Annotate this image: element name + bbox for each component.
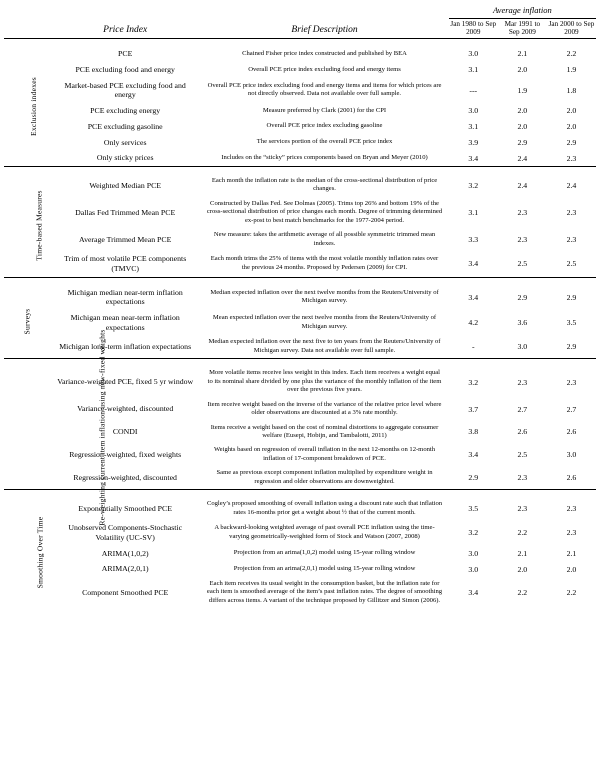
inflation-value-3: 2.6 — [566, 473, 577, 483]
inflation-value-1: 3.7 — [468, 404, 479, 414]
inflation-value-2: 2.9 — [517, 292, 528, 302]
column-header-row — [4, 19, 596, 39]
group-label — [4, 174, 50, 277]
inflation-value-1: 4.2 — [468, 318, 479, 328]
price-index-description: Weights based on regression of overall inflation in the next 12-months on 12-month inflation of 17-component breakdown of PCE. — [213, 446, 436, 462]
spacer-cell — [498, 167, 547, 175]
inflation-value-1: 3.1 — [468, 208, 479, 218]
inflation-value-1: 3.0 — [468, 106, 479, 116]
spacer-cell — [449, 167, 498, 175]
period-1-header: Jan 1980 to Sep 2009 — [449, 19, 498, 39]
table-row — [4, 520, 596, 545]
inflation-value-2: 2.1 — [517, 49, 528, 59]
inflation-value-2: 2.0 — [517, 106, 528, 116]
inflation-value-2: 2.3 — [517, 504, 528, 514]
spacer-cell — [547, 359, 596, 367]
spacer-cell — [200, 39, 448, 47]
price-index-name: PCE excluding energy — [90, 106, 161, 116]
table-row — [4, 561, 596, 577]
table-row — [4, 119, 596, 135]
price-index-description: Overall PCE price index excluding gasoline — [266, 122, 383, 130]
inflation-value-2: 2.0 — [517, 122, 528, 132]
table-row — [4, 150, 596, 166]
price-index-description: Chained Fisher price index constructed and published by BEA — [242, 49, 407, 57]
inflation-value-3: 3.0 — [566, 450, 577, 460]
inflation-value-2: 2.0 — [517, 564, 528, 574]
price-index-name: Michigan long-term inflation expectations — [59, 342, 192, 352]
group-label — [4, 497, 50, 608]
spacer-cell — [50, 277, 200, 285]
inflation-value-1: 3.4 — [468, 153, 479, 163]
group-label-text: Surveys — [22, 308, 32, 335]
inflation-value-1: 3.5 — [468, 504, 479, 514]
price-index-description: Items receive a weight based on the cost of nominal distortions to aggregate consumer welfare (Eusepi, Hobijn, and Tambalotti, 2011) — [210, 423, 439, 439]
spacer-cell — [4, 277, 50, 285]
inflation-value-1: 3.1 — [468, 122, 479, 132]
spacer-cell — [4, 39, 50, 47]
price-index-description: Projection from an arima(2,0,1) model using 15-year rolling window — [233, 564, 416, 572]
table-row — [4, 285, 596, 310]
period-2-header: Mar 1991 to Sep 2009 — [498, 19, 547, 39]
inflation-value-2: 2.9 — [517, 137, 528, 147]
price-index-description: Constructed by Dallas Fed. See Dolmas (2005). Trims top 26% and bottom 19% of the cross-sectional distribution of price changes each month. Degree of trimming determined ex-post to best match benchmarks for the 1977-2004 period. — [206, 199, 443, 224]
spacer-cell — [4, 359, 50, 367]
spacer-cell — [200, 167, 448, 175]
price-index-name: Regression-weighted, discounted — [73, 472, 177, 482]
spacer-cell — [4, 167, 50, 175]
table-row — [4, 335, 596, 358]
price-index-name: Weighted Median PCE — [89, 180, 162, 190]
price-index-name: Only services — [103, 137, 147, 147]
inflation-value-1: 3.2 — [468, 180, 479, 190]
inflation-value-2: 2.4 — [517, 180, 528, 190]
group-label-text: Exclusion indexes — [28, 76, 38, 136]
price-index-description: Measure preferred by Clark (2001) for the CPI — [262, 106, 387, 114]
price-index-name: Trim of most volatile PCE components (TMVC) — [64, 254, 187, 273]
inflation-value-3: 2.2 — [566, 588, 577, 598]
empty-cell — [50, 4, 200, 16]
price-index-name: Variance-weighted, discounted — [77, 404, 174, 414]
inflation-value-3: 2.3 — [566, 153, 577, 163]
inflation-value-3: 2.3 — [566, 377, 577, 387]
inflation-value-1: - — [471, 342, 475, 352]
spacer-cell — [200, 277, 448, 285]
inflation-value-3: 2.2 — [566, 49, 577, 59]
table-row — [4, 174, 596, 197]
spacer-cell — [498, 277, 547, 285]
price-index-name: CONDI — [112, 427, 138, 437]
price-index-name: Dallas Fed Trimmed Mean PCE — [75, 207, 176, 217]
table-row — [4, 62, 596, 78]
inflation-value-3: 2.0 — [566, 122, 577, 132]
price-index-description: Each month trims the 25% of items with the most volatile monthly inflation rates over the previous 24 months. Proposed by Pedersen (2009) for CPI. — [210, 255, 439, 271]
table-header — [4, 4, 596, 39]
inflation-value-3: 2.0 — [566, 106, 577, 116]
price-index-description: The services portion of the overall PCE price index — [256, 138, 393, 146]
price-index-name: Michigan median near-term inflation expectations — [67, 287, 183, 307]
empty-header — [4, 19, 50, 39]
spacer-cell — [4, 490, 50, 498]
price-index-description: A backward-looking weighted average of past overall PCE inflation using the time-varying geometrically-weighted form of Stock and Watson (2007, 2008) — [214, 524, 435, 540]
inflation-value-2: 2.7 — [517, 404, 528, 414]
price-index-description: Cogley’s proposed smoothing of overall inflation using a discount rate such that inflation rates 16-months prior get a weight about ½ that of the current month. — [206, 500, 443, 516]
empty-cell — [200, 4, 448, 16]
spacer-cell — [449, 39, 498, 47]
spacer-cell — [547, 490, 596, 498]
price-index-name: PCE excluding gasoline — [87, 121, 163, 131]
spacer-cell — [449, 359, 498, 367]
band-spacer — [4, 277, 596, 285]
inflation-value-1: 3.0 — [468, 49, 479, 59]
group-label-text: Smoothing Over Time — [35, 516, 45, 589]
table-row — [4, 46, 596, 62]
inflation-value-1: 3.3 — [468, 235, 479, 245]
price-index-header: Price Index — [50, 19, 200, 39]
table-row — [4, 466, 596, 489]
inflation-measures-table — [4, 4, 596, 608]
spacer-cell — [498, 490, 547, 498]
inflation-value-2: 2.5 — [517, 259, 528, 269]
price-index-description: Overall PCE price index excluding food and energy items — [248, 65, 401, 73]
price-index-description: Each month the inflation rate is the median of the cross-sectional distribution of price changes. — [211, 177, 438, 193]
spacer-cell — [498, 39, 547, 47]
inflation-value-2: 2.4 — [517, 153, 528, 163]
spacer-cell — [50, 167, 200, 175]
price-index-description: Same as previous except component inflation multiplied by expenditure weight in regression and older observations are downweighted. — [216, 469, 433, 485]
price-index-name: Michigan mean near-term inflation expectations — [70, 313, 180, 332]
table-row — [4, 497, 596, 520]
band-spacer — [4, 490, 596, 498]
inflation-value-3: 2.9 — [566, 292, 577, 302]
price-index-description: Overall PCE price index excluding food and energy items and items for which prices are not directly observed. Data not available over full sample. — [207, 81, 442, 98]
inflation-value-1: 3.1 — [468, 65, 479, 75]
table-row — [4, 251, 596, 276]
spacer-cell — [50, 39, 200, 47]
table-body — [4, 39, 596, 609]
price-index-description: Projection from an arima(1,0,2) model using 15-year rolling window — [233, 549, 416, 557]
table-row — [4, 421, 596, 444]
price-index-description: Median expected inflation over the next twelve months from the Reuters/University of Michigan survey. — [210, 288, 439, 305]
band-spacer — [4, 39, 596, 47]
table-row — [4, 197, 596, 228]
inflation-value-1: 3.4 — [468, 292, 479, 302]
group-label-text: Re-weighting current item inflation using new-fixed weights — [97, 329, 107, 526]
avg-inflation-header-row — [4, 4, 596, 16]
inflation-value-3: 2.9 — [566, 137, 577, 147]
price-index-description: Item receive weight based on the inverse of the variance of the relative price level where older observations are discounted at a 3% rate monthly. — [207, 400, 442, 417]
price-index-name: Exponentially Smoothed PCE — [78, 503, 172, 513]
spacer-cell — [50, 359, 200, 367]
inflation-value-1: 3.9 — [468, 137, 479, 147]
inflation-value-3: 2.4 — [566, 180, 577, 190]
price-index-name: Only sticky prices — [96, 153, 154, 163]
inflation-value-3: 1.9 — [566, 65, 577, 75]
inflation-value-2: 2.1 — [517, 548, 528, 558]
brief-description-header: Brief Description — [200, 19, 448, 39]
inflation-value-1: 3.4 — [468, 259, 479, 269]
inflation-value-1: 3.0 — [468, 548, 479, 558]
inflation-value-2: 2.6 — [517, 427, 528, 437]
price-index-description: Median expected inflation over the next five to ten years from the Reuters/University of Michigan survey. Data not available over full sample. — [208, 338, 441, 354]
inflation-value-1: 3.8 — [468, 427, 479, 437]
group-label — [4, 46, 50, 166]
group-label — [4, 285, 50, 359]
inflation-value-2: 2.5 — [517, 450, 528, 460]
table-row — [4, 310, 596, 335]
inflation-value-1: 2.9 — [468, 473, 479, 483]
table-row — [4, 546, 596, 562]
group-label-text: Time-based Measures — [34, 190, 44, 261]
inflation-value-1: 3.2 — [468, 377, 479, 387]
table-row — [4, 577, 596, 608]
spacer-cell — [498, 359, 547, 367]
table-row — [4, 398, 596, 421]
table-row — [4, 443, 596, 466]
table-row — [4, 135, 596, 151]
inflation-value-1: 3.0 — [468, 564, 479, 574]
price-index-description: Each item receives its usual weight in the consumption basket, but the inflation rate for each item is smoothed average of the item’s past inflation rates. The degree of smoothing differs across items. A variant of the technique proposed by Gillitzer and Simon (2006). — [206, 579, 443, 604]
price-index-name: PCE excluding food and energy — [75, 64, 175, 74]
inflation-value-2: 2.2 — [517, 528, 528, 538]
table-row — [4, 78, 596, 103]
inflation-value-3: 2.3 — [566, 504, 577, 514]
price-index-description: More volatile items receive less weight in this index. Each item receives a weight equal to its nominal share divided by one plus the variance of the monthly inflation of the item over the previous five years. — [207, 369, 442, 394]
inflation-value-3: 2.0 — [566, 564, 577, 574]
table-row — [4, 366, 596, 397]
inflation-value-3: 2.3 — [566, 528, 577, 538]
spacer-cell — [200, 490, 448, 498]
price-index-name: Unobserved Components-Stochastic Volatility (UC-SV) — [68, 523, 183, 542]
inflation-value-3: 2.6 — [566, 427, 577, 437]
spacer-cell — [449, 277, 498, 285]
inflation-value-3: 2.3 — [566, 208, 577, 218]
price-index-name: Regression-weighted, fixed weights — [69, 449, 182, 459]
spacer-cell — [449, 490, 498, 498]
inflation-value-3: 2.3 — [566, 235, 577, 245]
inflation-value-2: 1.9 — [517, 85, 528, 95]
band-spacer — [4, 359, 596, 367]
inflation-value-2: 2.3 — [517, 208, 528, 218]
inflation-value-2: 2.0 — [517, 65, 528, 75]
table-row — [4, 228, 596, 251]
inflation-value-3: 3.5 — [566, 318, 577, 328]
inflation-value-2: 2.2 — [517, 588, 528, 598]
inflation-value-1: 3.4 — [468, 588, 479, 598]
inflation-value-2: 2.3 — [517, 235, 528, 245]
inflation-value-1: --- — [469, 85, 478, 95]
inflation-value-2: 3.0 — [517, 342, 528, 352]
price-index-name: Variance-weighted PCE, fixed 5 yr window — [57, 377, 194, 387]
inflation-value-1: 3.4 — [468, 450, 479, 460]
price-index-description: New measure: takes the arithmetic average of all possible symmetric trimmed mean indexes. — [213, 231, 436, 247]
price-index-description: Mean expected inflation over the next twelve months from the Reuters/University of Michigan survey. — [212, 314, 437, 330]
period-3-header: Jan 2000 to Sep 2009 — [547, 19, 596, 39]
inflation-value-2: 2.3 — [517, 473, 528, 483]
inflation-value-2: 2.3 — [517, 377, 528, 387]
price-index-name: Component Smoothed PCE — [82, 587, 169, 597]
inflation-value-3: 2.1 — [566, 548, 577, 558]
inflation-value-2: 3.6 — [517, 318, 528, 328]
spacer-cell — [547, 39, 596, 47]
band-spacer — [4, 167, 596, 175]
spacer-cell — [547, 277, 596, 285]
inflation-value-3: 2.5 — [566, 259, 577, 269]
price-index-description: Includes on the “sticky” prices components based on Bryan and Meyer (2010) — [221, 153, 428, 161]
spacer-cell — [50, 490, 200, 498]
price-index-name: ARIMA(1,0,2) — [101, 548, 149, 558]
spacer-cell — [200, 359, 448, 367]
group-label — [4, 329, 107, 526]
empty-cell — [4, 4, 50, 16]
table-row — [4, 103, 596, 119]
spacer-cell — [547, 167, 596, 175]
inflation-value-1: 3.2 — [468, 528, 479, 538]
price-index-name: PCE — [118, 49, 133, 59]
inflation-value-3: 2.7 — [566, 404, 577, 414]
price-index-name: ARIMA(2,0,1) — [101, 564, 149, 574]
average-inflation-label: Average inflation — [492, 5, 552, 15]
inflation-value-3: 2.9 — [566, 342, 577, 352]
price-index-name: Average Trimmed Mean PCE — [79, 234, 172, 244]
price-index-name: Market-based PCE excluding food and energy — [64, 80, 186, 100]
inflation-value-3: 1.8 — [566, 85, 577, 95]
